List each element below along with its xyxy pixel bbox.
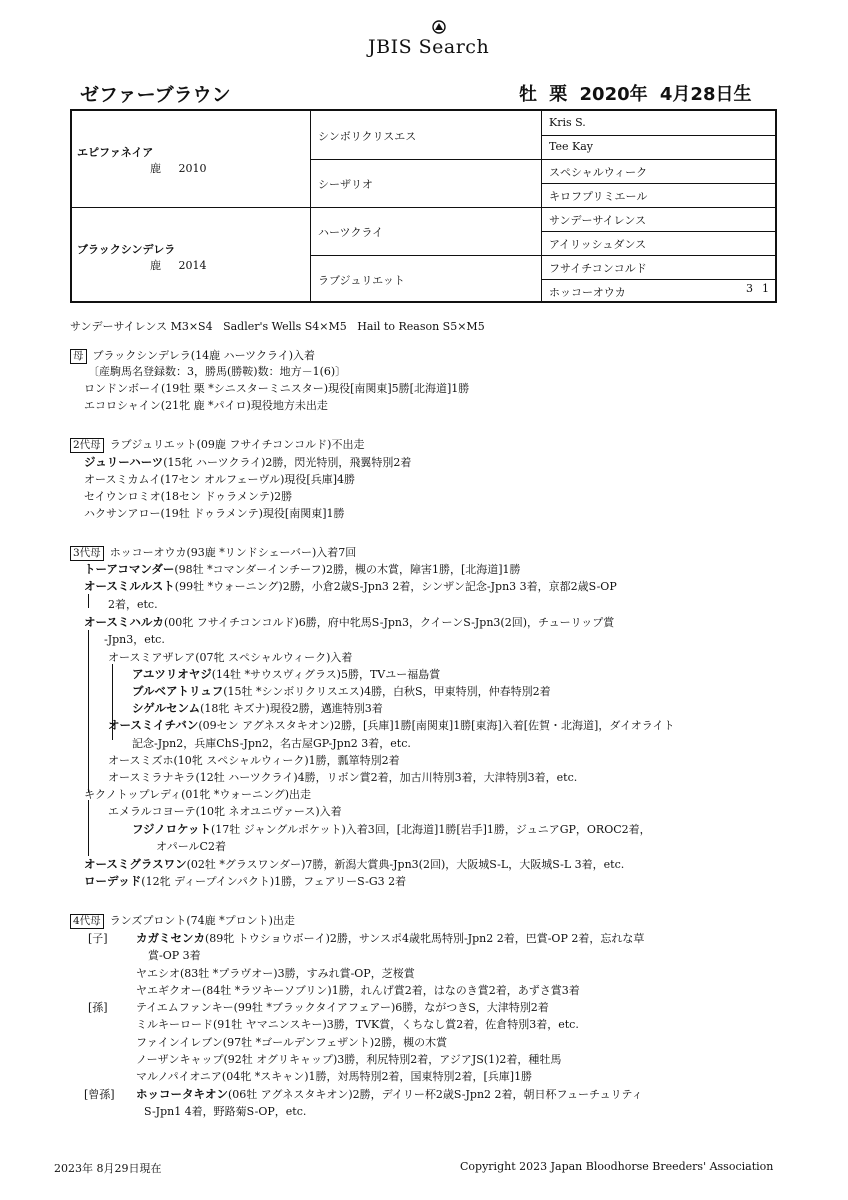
row-divider: [310, 159, 775, 160]
produce-line: ヤエシオ(83牡 *プラヴオー)3勝，すみれ賞-OP，芝桜賞: [136, 967, 415, 980]
offspring-line: エコロシャイン(21牝 鹿 *パイロ)現役地方未出走: [84, 399, 328, 412]
produce-line: オースミルルスト(99牡 *ウォーニング)2勝，小倉2歳S-Jpn3 2着，シンザン記念-Jpn3 3着，京都2歳S-OP: [84, 579, 617, 593]
produce-line: ジュリーハーツ(15牝 ハーツクライ)2勝，閃光特別，飛翼特別2着: [84, 455, 412, 469]
produce-line: オースミハルカ(00牝 フサイチコンコルド)6勝，府中牝馬S-Jpn3，クイーンS-Jpn3(2回)，チューリップ賞: [84, 615, 615, 629]
g2-sire-dam[interactable]: シーザリオ: [318, 178, 373, 191]
horse-meta: 牡 栗 2020年 4月28日生: [519, 84, 752, 105]
second-dam-head: 2代母 ラブジュリエット(09鹿 フサイチコンコルド)不出走: [70, 436, 364, 453]
g3-ancestor[interactable]: スペシャルウィーク: [549, 166, 648, 179]
footer-copyright: Copyright 2023 Japan Bloodhorse Breeders' Association: [460, 1160, 774, 1173]
g3-ancestor[interactable]: Kris S.: [549, 116, 586, 129]
g3-ancestor[interactable]: フサイチコンコルド: [549, 262, 647, 275]
horse-head-icon: [430, 20, 448, 34]
produce-line: トーアコマンダー(98牡 *コマンダーインチーフ)2勝，槻の木賞，障害1勝，[北海道]1勝: [84, 562, 521, 576]
pedigree-table: [70, 109, 777, 303]
produce-line: カガミセンカ(89牝 トウショウボーイ)2勝，サンスポ4歳牝馬特別-Jpn2 2着，巴賞-OP 2着，忘れな草: [136, 931, 645, 945]
inbreeding-summary: サンデーサイレンス M3×S4 Sadler's Wells S4×M5 Hail to Reason S5×M5: [70, 320, 485, 333]
produce-line: ホッコータキオン(06牡 アグネスタキオン)2勝，デイリー杯2歳S-Jpn2 2着，朝日杯フューチュリティ: [136, 1087, 643, 1101]
produce-line-cont: S-Jpn1 4着，野路菊S-OP，etc.: [144, 1105, 307, 1118]
g3-ancestor[interactable]: アイリッシュダンス: [549, 238, 647, 251]
dam-section-head: [70, 347, 315, 364]
row-divider: [541, 183, 775, 184]
produce-line: ヤエギクオー(84牡 *ラツキーソブリン)1勝，れんげ賞2着，はなのき賞2着，あずさ賞3着: [136, 984, 580, 997]
produce-line-cont: オパールC2着: [156, 840, 226, 853]
dam-line: ブラックシンデレラ(14鹿 ハーツクライ)入着: [92, 349, 315, 362]
produce-line: ハクサンアロー(19牡 ドゥラメンテ)現役[南関東]1勝: [84, 507, 345, 520]
offspring-line: ロンドンボーイ(19牡 栗 *シニスターミニスター)現役[南関東]5勝[北海道]1勝: [84, 382, 470, 395]
produce-line: オースミカムイ(17セン オルフェーヴル)現役[兵庫]4勝: [84, 473, 356, 486]
sire-name[interactable]: エピファネイア: [77, 146, 154, 159]
produce-line: ブルベアトリュフ(15牡 *シンボリクリスエス)4勝，白秋S，甲東特別，仲春特別2着: [132, 684, 551, 698]
g2-dam-sire[interactable]: ハーツクライ: [318, 226, 384, 239]
g3-ancestor[interactable]: ホッコーオウカ: [549, 286, 626, 299]
generation-label: [孫]: [88, 1001, 108, 1014]
produce-line: シゲルセンム(18牝 キズナ)現役2勝，邁進特別3着: [132, 701, 383, 715]
produce-line: マルノパイオニア(04牝 *スキャン)1勝，対馬特別2着，国東特別2着，[兵庫]1勝: [136, 1070, 533, 1083]
sire-info: 鹿 2010: [150, 162, 207, 175]
dam-name[interactable]: ブラックシンデレラ: [77, 243, 176, 256]
tree-line: [88, 630, 89, 792]
column-divider: [541, 111, 542, 301]
produce-line: オースミグラスワン(02牡 *グラスワンダー)7勝，新潟大賞典-Jpn3(2回)，大阪城S-L，大阪城S-L 3着，etc.: [84, 857, 625, 871]
column-divider: [310, 111, 311, 301]
fourth-dam-head: 4代母 ランズプロント(74鹿 *プロント)出走: [70, 912, 295, 929]
produce-line: ミルキーロード(91牡 ヤマニンスキー)3勝，TVK賞，くちなし賞2着，佐倉特別3着，etc.: [136, 1018, 579, 1031]
produce-line: オースミアザレア(07牝 スペシャルウィーク)入着: [108, 651, 353, 664]
tree-line: [88, 800, 89, 856]
produce-line: キクノトップレディ(01牝 *ウォーニング)出走: [84, 788, 312, 801]
produce-line: オースミラナキラ(12牡 ハーツクライ)4勝，リボン賞2着，加古川特別3着，大津特別3着，etc.: [108, 771, 578, 784]
row-divider: [310, 255, 775, 256]
jbis-search-logo[interactable]: [368, 14, 508, 60]
tree-line: [88, 594, 89, 608]
produce-line: ローデッド(12牝 ディープインパクト)1勝，フェアリーS-G3 2着: [84, 874, 407, 888]
produce-line: ノーザンキャップ(92牡 オグリキャップ)3勝，利尻特別2着，アジアJS(1)2着，種牡馬: [136, 1053, 562, 1066]
third-dam-tag: 3代母: [70, 546, 104, 561]
produce-line-cont: -Jpn3，etc.: [104, 633, 165, 646]
produce-line: フジノロケット(17牡 ジャングルポケット)入着3回，[北海道]1勝[岩手]1勝，ジュニアGP，OROC2着，: [132, 822, 651, 836]
row-divider: [541, 231, 775, 232]
second-dam-tag: 2代母: [70, 438, 104, 453]
produce-line: ファインイレブン(97牡 *ゴールデンフェザント)2勝，槻の木賞: [136, 1036, 448, 1049]
row-divider: [541, 135, 775, 136]
horse-name: ゼファーブラウン: [80, 84, 231, 106]
produce-line: オースミイチバン(09セン アグネスタキオン)2勝，[兵庫]1勝[南関東]1勝[東海]入着[佐賀・北海道]，ダイオライト: [108, 718, 675, 732]
g2-sire-sire[interactable]: シンボリクリスエス: [318, 130, 417, 143]
g3-ancestor[interactable]: キロフプリミエール: [549, 190, 648, 203]
dam-tag: 母: [70, 349, 87, 364]
g2-dam-dam[interactable]: ラブジュリエット: [318, 274, 405, 287]
g3-ancestor[interactable]: サンデーサイレンス: [549, 214, 647, 227]
dam-stats: 〔産駒馬名登録数：3，勝馬(勝鞍)数：地方－1(6)〕: [88, 365, 347, 378]
row-divider: [72, 207, 775, 208]
produce-line-cont: 記念-Jpn2，兵庫ChS-Jpn2，名古屋GP-Jpn2 3着，etc.: [132, 737, 411, 750]
produce-line: オースミズホ(10牝 スペシャルウィーク)1勝，瓢箪特別2着: [108, 754, 400, 767]
generation-label: [曾孫]: [84, 1088, 115, 1101]
generation-label: [子]: [88, 932, 108, 945]
produce-line-cont: 2着，etc.: [108, 598, 158, 611]
footer-date: 2023年 8月29日現在: [54, 1162, 162, 1175]
g3-ancestor[interactable]: Tee Kay: [549, 140, 593, 153]
produce-line: テイエムファンキー(99牡 *ブラックタイアフェアー)6勝，ながつきS，大津特別2着: [136, 1001, 549, 1014]
fourth-dam-tag: 4代母: [70, 914, 104, 929]
logo-text: JBIS Search: [368, 36, 490, 58]
pedigree-index: 31: [746, 282, 778, 295]
produce-line: セイウンロミオ(18セン ドゥラメンテ)2勝: [84, 490, 293, 503]
row-divider: [541, 279, 775, 280]
produce-line: アユツリオヤジ(14牡 *サウスヴィグラス)5勝，TVユー福島賞: [132, 667, 441, 681]
dam-info: 鹿 2014: [150, 259, 207, 272]
produce-line-cont: 賞-OP 3着: [148, 949, 201, 962]
produce-line: エメラルコヨーテ(10牝 ネオユニヴァース)入着: [108, 805, 342, 818]
third-dam-head: 3代母 ホッコーオウカ(93鹿 *リンドシェーバー)入着7回: [70, 544, 356, 561]
